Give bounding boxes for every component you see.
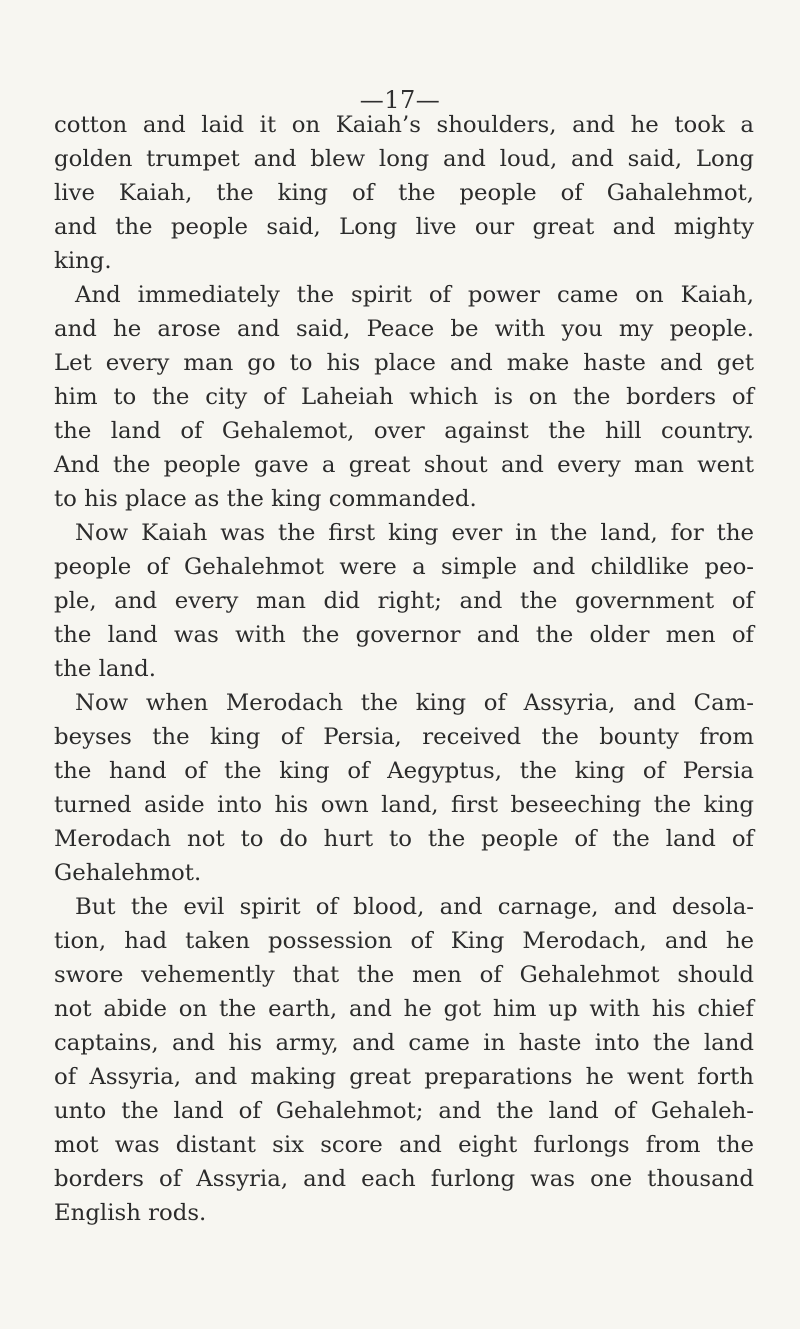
- text-line: Now Kaiah was the first king ever in the land, for the: [75, 520, 754, 546]
- text-line: the land was with the governor and the older men of: [54, 622, 754, 648]
- text-line: cotton and laid it on Kaiah’s shoulders, and he took a: [54, 112, 754, 138]
- text-line: him to the city of Laheiah which is on the borders of: [54, 384, 754, 410]
- text-line: unto the land of Gehalehmot; and the land of Gehaleh-: [54, 1098, 754, 1124]
- text-line: borders of Assyria, and each furlong was one thousand: [54, 1166, 754, 1192]
- text-line: But the evil spirit of blood, and carnage, and desola-: [75, 894, 754, 920]
- text-line: beyses the king of Persia, received the bounty from: [54, 724, 754, 750]
- text-line: the hand of the king of Aegyptus, the king of Persia: [54, 758, 754, 784]
- text-line: Now when Merodach the king of Assyria, and Cam-: [75, 690, 754, 716]
- text-line: people of Gehalehmot were a simple and childlike peo-: [54, 554, 754, 580]
- page-number: —17—: [359, 86, 441, 114]
- text-line: mot was distant six score and eight furlongs from the: [54, 1132, 754, 1158]
- body-text: [54, 108, 754, 1230]
- text-line: Gehalehmot.: [54, 860, 202, 886]
- text-line: English rods.: [54, 1200, 207, 1226]
- text-line: the land.: [54, 656, 156, 682]
- text-line: tion, had taken possession of King Merodach, and he: [54, 928, 754, 954]
- text-line: king.: [54, 248, 112, 274]
- text-line: golden trumpet and blew long and loud, and said, Long: [54, 146, 754, 172]
- text-line: live Kaiah, the king of the people of Gahalehmot,: [54, 180, 754, 206]
- text-line: and the people said, Long live our great and mighty: [54, 214, 754, 240]
- text-line: captains, and his army, and came in haste into the land: [54, 1030, 754, 1056]
- text-line: not abide on the earth, and he got him up with his chief: [54, 996, 754, 1022]
- text-line: the land of Gehalemot, over against the hill country.: [54, 418, 754, 444]
- text-line: Merodach not to do hurt to the people of the land of: [54, 826, 754, 852]
- text-line: of Assyria, and making great preparations he went forth: [54, 1064, 754, 1090]
- text-line: And immediately the spirit of power came on Kaiah,: [75, 282, 754, 308]
- text-line: to his place as the king commanded.: [54, 486, 477, 512]
- text-line: swore vehemently that the men of Gehalehmot should: [54, 962, 754, 988]
- text-line: Let every man go to his place and make haste and get: [54, 350, 754, 376]
- text-line: ple, and every man did right; and the government of: [54, 588, 754, 614]
- text-line: And the people gave a great shout and every man went: [54, 452, 754, 478]
- text-line: turned aside into his own land, first beseeching the king: [54, 792, 754, 818]
- text-line: and he arose and said, Peace be with you my people.: [54, 316, 754, 342]
